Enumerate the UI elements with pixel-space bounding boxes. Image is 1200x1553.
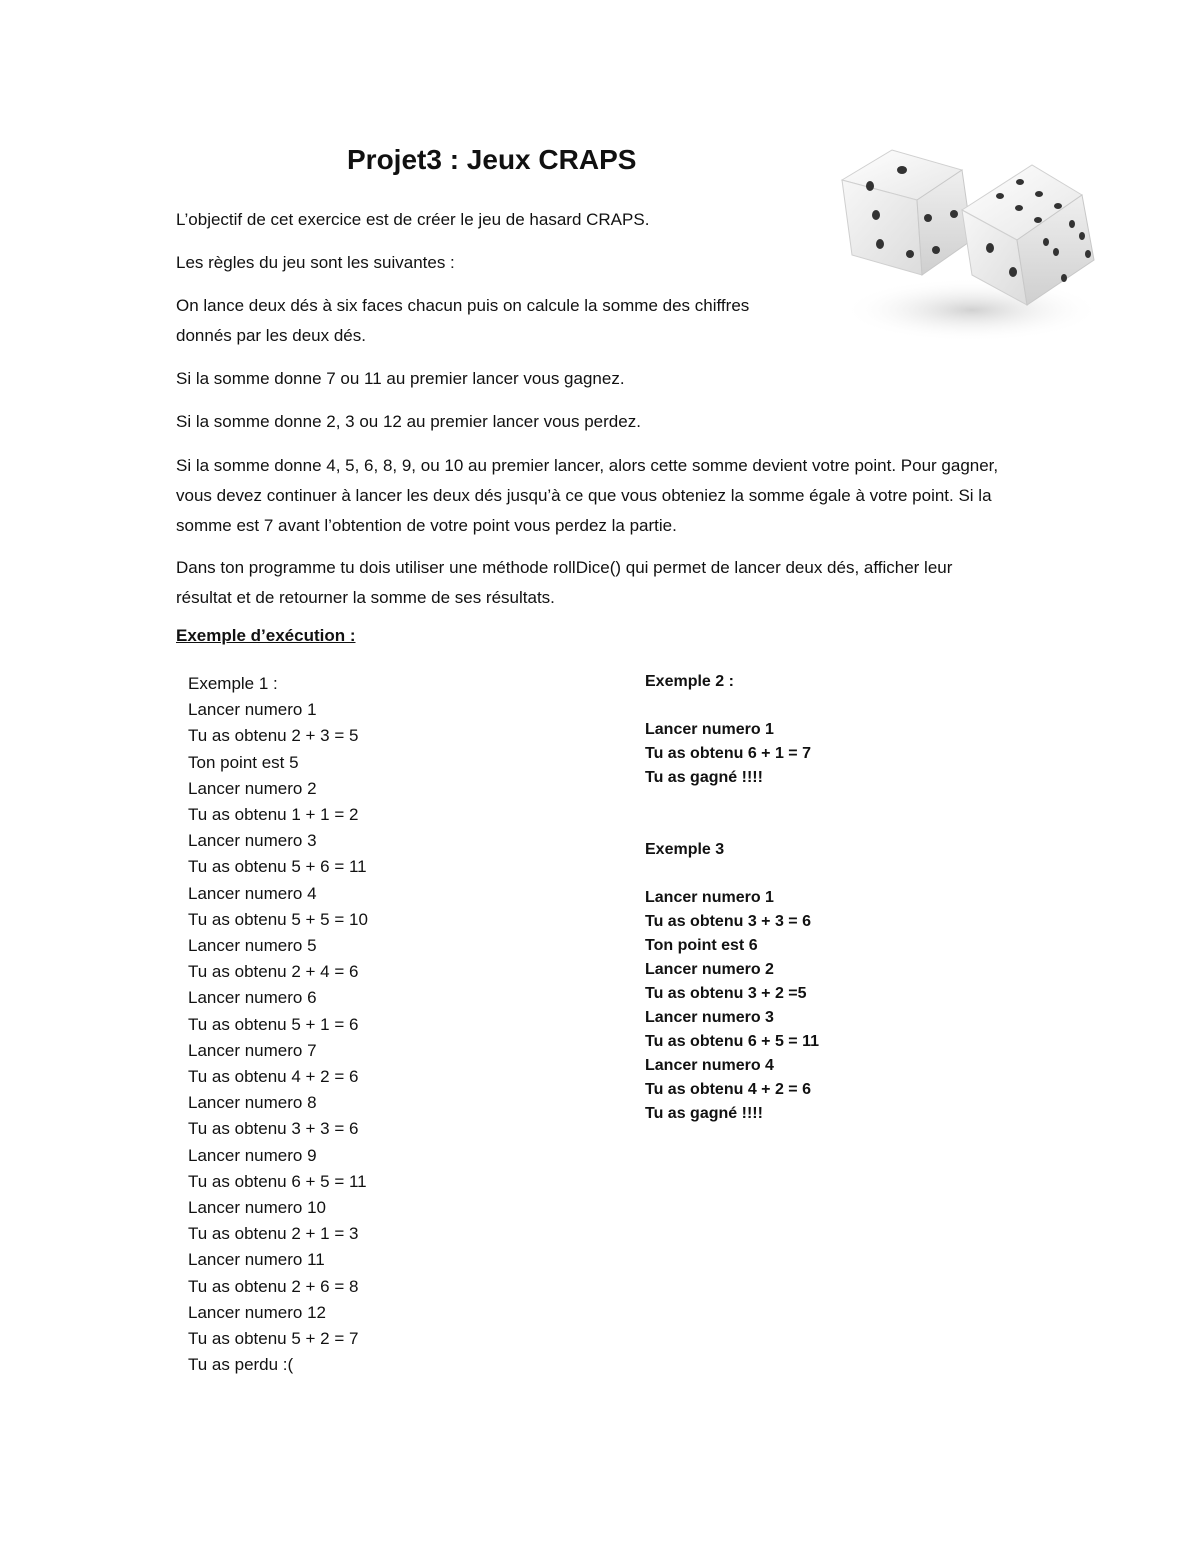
output-line: Lancer numero 1 bbox=[645, 721, 774, 738]
output-line: Tu as obtenu 2 + 3 = 5 bbox=[188, 726, 359, 746]
example-1-title: Exemple 1 : bbox=[188, 674, 278, 693]
example-2-title: Exemple 2 : bbox=[645, 673, 734, 690]
rule-paragraph: Si la somme donne 2, 3 ou 12 au premier lancer vous perdez. bbox=[176, 412, 641, 431]
output-line: Tu as obtenu 4 + 2 = 6 bbox=[645, 1081, 811, 1098]
example-1-block bbox=[188, 671, 368, 1378]
output-line: Lancer numero 1 bbox=[188, 700, 317, 720]
dice-illustration bbox=[832, 140, 1098, 348]
output-line: Tu as perdu :( bbox=[188, 1355, 294, 1375]
output-line: Tu as obtenu 5 + 2 = 7 bbox=[188, 1329, 359, 1349]
example-2-lines bbox=[645, 718, 811, 790]
example-heading: Exemple d’exécution : bbox=[176, 626, 356, 645]
example-1-lines bbox=[188, 697, 368, 1378]
output-line: Lancer numero 5 bbox=[188, 936, 317, 956]
document-title: Projet3 : Jeux CRAPS bbox=[347, 144, 637, 175]
output-line: Lancer numero 11 bbox=[188, 1250, 325, 1270]
output-line: Lancer numero 3 bbox=[645, 1009, 774, 1026]
output-line: Lancer numero 12 bbox=[188, 1302, 326, 1322]
output-line: Tu as obtenu 6 + 1 = 7 bbox=[645, 745, 811, 762]
output-line: Tu as gagné !!!! bbox=[645, 769, 763, 786]
output-line: Tu as obtenu 3 + 3 = 6 bbox=[645, 913, 811, 930]
rules-label: Les règles du jeu sont les suivantes : bbox=[176, 253, 455, 272]
output-line: Tu as obtenu 6 + 5 = 11 bbox=[188, 1171, 367, 1191]
output-line: Lancer numero 4 bbox=[188, 883, 317, 903]
output-line: Ton point est 5 bbox=[188, 752, 299, 772]
output-line: Lancer numero 2 bbox=[188, 778, 317, 798]
example-3-title: Exemple 3 bbox=[645, 841, 725, 858]
output-line: Tu as gagné !!!! bbox=[645, 1105, 763, 1122]
output-line: Lancer numero 8 bbox=[188, 1093, 317, 1113]
output-line: Tu as obtenu 3 + 2 =5 bbox=[645, 985, 807, 1002]
output-line: Tu as obtenu 2 + 1 = 3 bbox=[188, 1224, 359, 1244]
rule-paragraph: Si la somme donne 7 ou 11 au premier lancer vous gagnez. bbox=[176, 369, 625, 388]
intro-paragraph: L’objectif de cet exercice est de créer le jeu de hasard CRAPS. bbox=[176, 210, 650, 229]
output-line: Lancer numero 6 bbox=[188, 988, 317, 1008]
output-line: Lancer numero 3 bbox=[188, 831, 317, 851]
output-line: Lancer numero 10 bbox=[188, 1198, 326, 1218]
output-line: Tu as obtenu 3 + 3 = 6 bbox=[188, 1119, 359, 1139]
output-line: Tu as obtenu 2 + 4 = 6 bbox=[188, 962, 359, 982]
output-line: Lancer numero 2 bbox=[645, 961, 774, 978]
output-line: Lancer numero 1 bbox=[645, 889, 774, 906]
output-line: Tu as obtenu 1 + 1 = 2 bbox=[188, 805, 359, 825]
rule-paragraph: Si la somme donne 4, 5, 6, 8, 9, ou 10 au premier lancer, alors cette somme devient votre point. Pour gagner, vous devez continuer à lancer les deux dés jusqu’à ce que vous obteniez la somme égale à votre point. Si la somme est 7 avant l’obtention de votre point vous perdez la partie. bbox=[176, 456, 999, 535]
output-line: Tu as obtenu 6 + 5 = 11 bbox=[645, 1033, 819, 1050]
output-line: Tu as obtenu 5 + 5 = 10 bbox=[188, 909, 368, 929]
example-3-lines bbox=[645, 886, 819, 1126]
output-line: Lancer numero 9 bbox=[188, 1145, 317, 1165]
output-line: Tu as obtenu 5 + 1 = 6 bbox=[188, 1014, 359, 1034]
output-line: Lancer numero 4 bbox=[645, 1057, 774, 1074]
output-line: Tu as obtenu 4 + 2 = 6 bbox=[188, 1067, 359, 1087]
output-line: Lancer numero 7 bbox=[188, 1040, 317, 1060]
method-paragraph: Dans ton programme tu dois utiliser une méthode rollDice() qui permet de lancer deux dés, afficher leur résultat et de retourner la somme de ses résultats. bbox=[176, 558, 953, 607]
output-line: Tu as obtenu 5 + 6 = 11 bbox=[188, 857, 367, 877]
rule-paragraph: On lance deux dés à six faces chacun puis on calcule la somme des chiffres donnés par les deux dés. bbox=[176, 296, 750, 345]
output-line: Ton point est 6 bbox=[645, 937, 758, 954]
output-line: Tu as obtenu 2 + 6 = 8 bbox=[188, 1276, 359, 1296]
